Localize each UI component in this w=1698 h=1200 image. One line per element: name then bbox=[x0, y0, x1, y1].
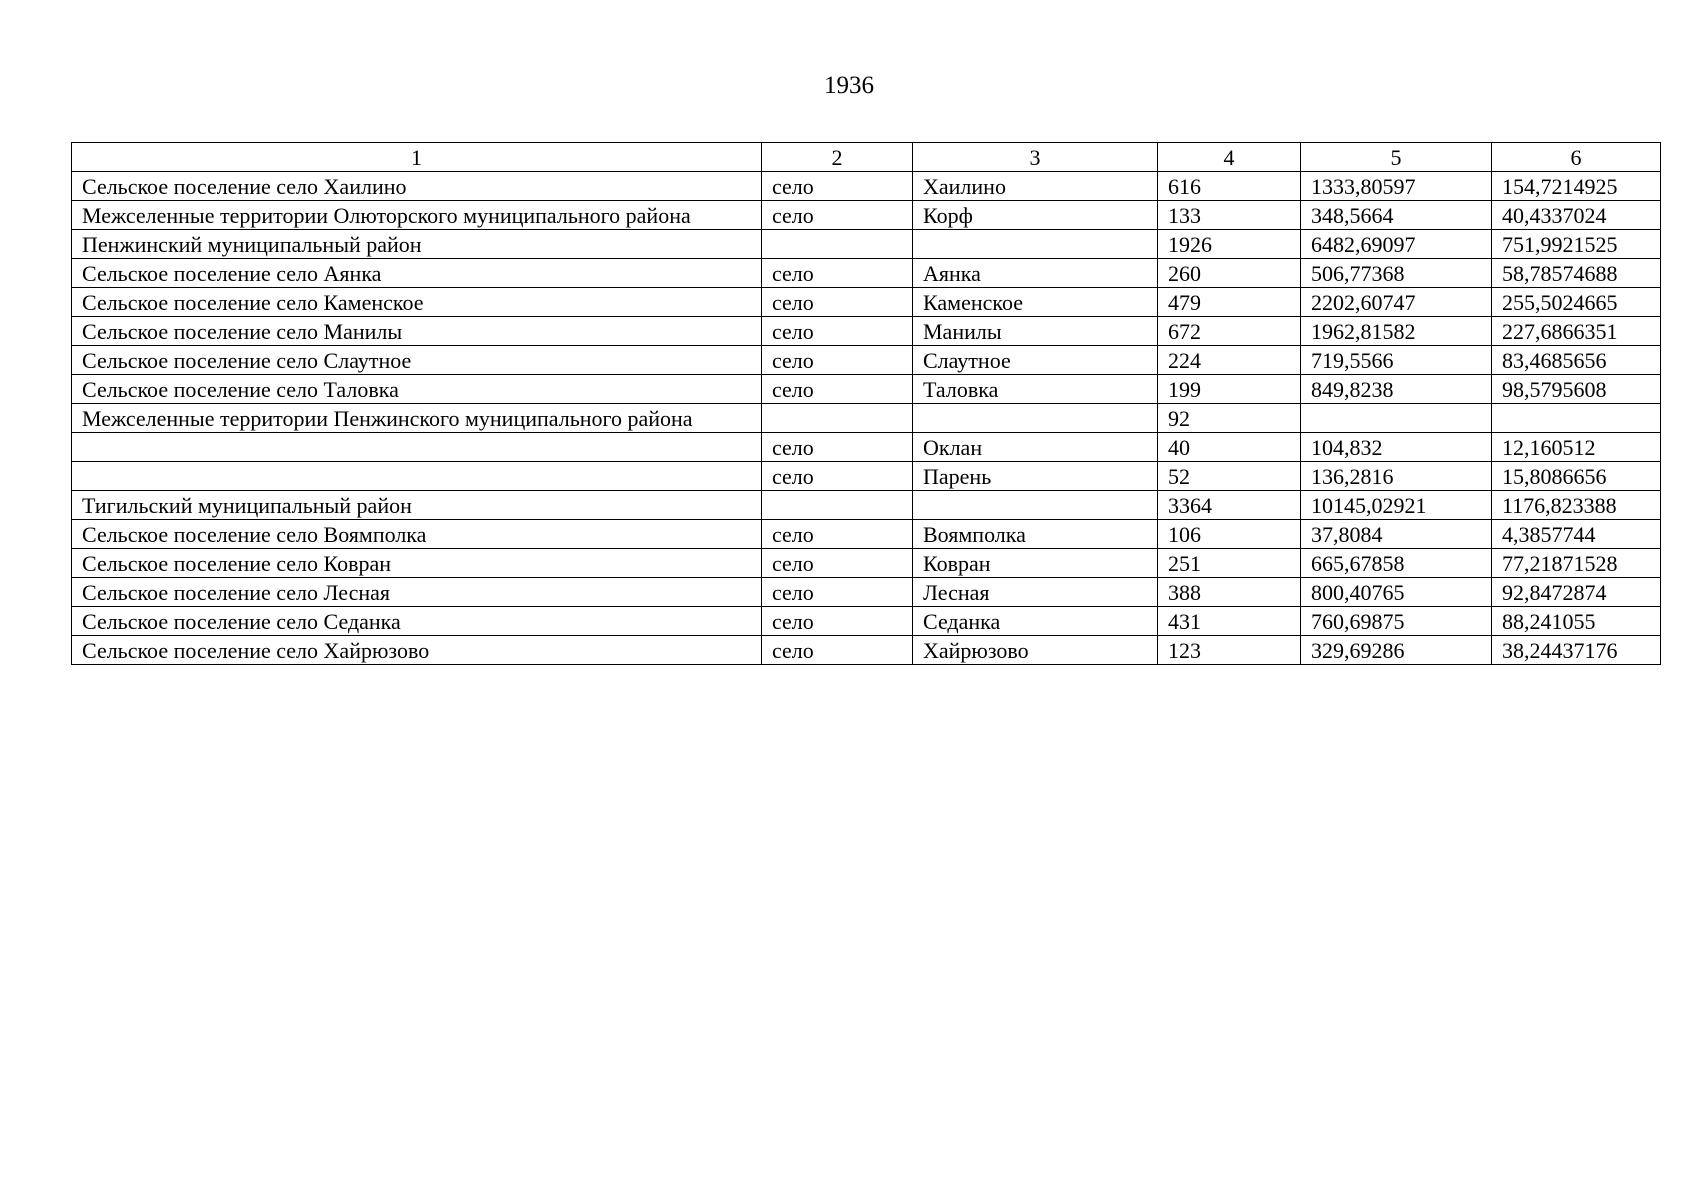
table-row bbox=[72, 346, 1661, 375]
col4-cell: 224 bbox=[1158, 346, 1301, 375]
col6-cell: 77,21871528 bbox=[1492, 549, 1661, 578]
territory-cell: Межселенные территории Олюторского муниципального района bbox=[72, 201, 762, 230]
col4-cell: 388 bbox=[1158, 578, 1301, 607]
territory-cell: Межселенные территории Пенжинского муниципального района bbox=[72, 404, 762, 433]
col4-cell: 52 bbox=[1158, 462, 1301, 491]
col6-cell: 1176,823388 bbox=[1492, 491, 1661, 520]
col6-cell: 227,6866351 bbox=[1492, 317, 1661, 346]
col4-cell: 672 bbox=[1158, 317, 1301, 346]
table-body bbox=[72, 172, 1661, 665]
settlement-cell: Таловка bbox=[913, 375, 1158, 404]
col4-cell: 260 bbox=[1158, 259, 1301, 288]
col5-cell: 800,40765 bbox=[1301, 578, 1492, 607]
page-number: 1936 bbox=[824, 72, 874, 99]
col5-cell: 665,67858 bbox=[1301, 549, 1492, 578]
territory-cell: Сельское поселение село Хайрюзово bbox=[72, 636, 762, 665]
table-row bbox=[72, 230, 1661, 259]
column-header-2: 2 bbox=[762, 143, 913, 172]
territory-cell: Тигильский муниципальный район bbox=[72, 491, 762, 520]
type-cell bbox=[762, 230, 913, 259]
col4-cell: 251 bbox=[1158, 549, 1301, 578]
territory-cell: Сельское поселение село Таловка bbox=[72, 375, 762, 404]
type-cell: село bbox=[762, 288, 913, 317]
table-row bbox=[72, 404, 1661, 433]
table-row bbox=[72, 259, 1661, 288]
col5-cell: 506,77368 bbox=[1301, 259, 1492, 288]
type-cell: село bbox=[762, 346, 913, 375]
table-row bbox=[72, 578, 1661, 607]
col5-cell bbox=[1301, 404, 1492, 433]
column-header-1: 1 bbox=[72, 143, 762, 172]
settlement-cell: Корф bbox=[913, 201, 1158, 230]
col6-cell bbox=[1492, 404, 1661, 433]
type-cell: село bbox=[762, 172, 913, 201]
settlement-cell: Каменское bbox=[913, 288, 1158, 317]
settlements-table bbox=[71, 142, 1661, 665]
territory-cell bbox=[72, 433, 762, 462]
col6-cell: 83,4685656 bbox=[1492, 346, 1661, 375]
col6-cell: 15,8086656 bbox=[1492, 462, 1661, 491]
col6-cell: 4,3857744 bbox=[1492, 520, 1661, 549]
settlement-cell: Парень bbox=[913, 462, 1158, 491]
col6-cell: 154,7214925 bbox=[1492, 172, 1661, 201]
col4-cell: 616 bbox=[1158, 172, 1301, 201]
territory-cell: Сельское поселение село Каменское bbox=[72, 288, 762, 317]
settlement-cell: Лесная bbox=[913, 578, 1158, 607]
table-row bbox=[72, 636, 1661, 665]
settlement-cell: Оклан bbox=[913, 433, 1158, 462]
settlement-cell: Аянка bbox=[913, 259, 1158, 288]
col5-cell: 2202,60747 bbox=[1301, 288, 1492, 317]
col5-cell: 136,2816 bbox=[1301, 462, 1492, 491]
col6-cell: 40,4337024 bbox=[1492, 201, 1661, 230]
type-cell: село bbox=[762, 462, 913, 491]
territory-cell bbox=[72, 462, 762, 491]
col6-cell: 88,241055 bbox=[1492, 607, 1661, 636]
type-cell: село bbox=[762, 636, 913, 665]
table-row bbox=[72, 288, 1661, 317]
col4-cell: 479 bbox=[1158, 288, 1301, 317]
table-row bbox=[72, 433, 1661, 462]
col4-cell: 92 bbox=[1158, 404, 1301, 433]
col4-cell: 431 bbox=[1158, 607, 1301, 636]
col5-cell: 1962,81582 bbox=[1301, 317, 1492, 346]
table-row bbox=[72, 491, 1661, 520]
col4-cell: 123 bbox=[1158, 636, 1301, 665]
column-header-5: 5 bbox=[1301, 143, 1492, 172]
col6-cell: 751,9921525 bbox=[1492, 230, 1661, 259]
col6-cell: 255,5024665 bbox=[1492, 288, 1661, 317]
col5-cell: 37,8084 bbox=[1301, 520, 1492, 549]
type-cell bbox=[762, 404, 913, 433]
col5-cell: 348,5664 bbox=[1301, 201, 1492, 230]
territory-cell: Пенжинский муниципальный район bbox=[72, 230, 762, 259]
settlement-cell bbox=[913, 230, 1158, 259]
territory-cell: Сельское поселение село Манилы bbox=[72, 317, 762, 346]
territory-cell: Сельское поселение село Слаутное bbox=[72, 346, 762, 375]
settlement-cell bbox=[913, 491, 1158, 520]
settlement-cell: Хайрюзово bbox=[913, 636, 1158, 665]
table-row bbox=[72, 375, 1661, 404]
col4-cell: 1926 bbox=[1158, 230, 1301, 259]
col5-cell: 849,8238 bbox=[1301, 375, 1492, 404]
settlement-cell: Манилы bbox=[913, 317, 1158, 346]
type-cell: село bbox=[762, 201, 913, 230]
col5-cell: 719,5566 bbox=[1301, 346, 1492, 375]
col4-cell: 106 bbox=[1158, 520, 1301, 549]
settlement-cell: Воямполка bbox=[913, 520, 1158, 549]
territory-cell: Сельское поселение село Хаилино bbox=[72, 172, 762, 201]
territory-cell: Сельское поселение село Воямполка bbox=[72, 520, 762, 549]
col6-cell: 92,8472874 bbox=[1492, 578, 1661, 607]
table-row bbox=[72, 549, 1661, 578]
type-cell bbox=[762, 491, 913, 520]
type-cell: село bbox=[762, 607, 913, 636]
col6-cell: 58,78574688 bbox=[1492, 259, 1661, 288]
table-row bbox=[72, 317, 1661, 346]
col4-cell: 133 bbox=[1158, 201, 1301, 230]
header-row bbox=[72, 143, 1661, 172]
territory-cell: Сельское поселение село Ковран bbox=[72, 549, 762, 578]
col6-cell: 12,160512 bbox=[1492, 433, 1661, 462]
type-cell: село bbox=[762, 375, 913, 404]
col5-cell: 760,69875 bbox=[1301, 607, 1492, 636]
type-cell: село bbox=[762, 520, 913, 549]
col4-cell: 199 bbox=[1158, 375, 1301, 404]
column-header-3: 3 bbox=[913, 143, 1158, 172]
type-cell: село bbox=[762, 433, 913, 462]
col5-cell: 1333,80597 bbox=[1301, 172, 1492, 201]
col5-cell: 104,832 bbox=[1301, 433, 1492, 462]
col4-cell: 40 bbox=[1158, 433, 1301, 462]
settlement-cell: Ковран bbox=[913, 549, 1158, 578]
settlement-cell: Хаилино bbox=[913, 172, 1158, 201]
settlement-cell: Седанка bbox=[913, 607, 1158, 636]
territory-cell: Сельское поселение село Аянка bbox=[72, 259, 762, 288]
col5-cell: 10145,02921 bbox=[1301, 491, 1492, 520]
table-row bbox=[72, 201, 1661, 230]
type-cell: село bbox=[762, 259, 913, 288]
territory-cell: Сельское поселение село Седанка bbox=[72, 607, 762, 636]
settlement-cell bbox=[913, 404, 1158, 433]
settlement-cell: Слаутное bbox=[913, 346, 1158, 375]
territory-cell: Сельское поселение село Лесная bbox=[72, 578, 762, 607]
col6-cell: 98,5795608 bbox=[1492, 375, 1661, 404]
col5-cell: 6482,69097 bbox=[1301, 230, 1492, 259]
col4-cell: 3364 bbox=[1158, 491, 1301, 520]
type-cell: село bbox=[762, 578, 913, 607]
column-header-6: 6 bbox=[1492, 143, 1661, 172]
table-row bbox=[72, 462, 1661, 491]
col5-cell: 329,69286 bbox=[1301, 636, 1492, 665]
table-row bbox=[72, 520, 1661, 549]
col6-cell: 38,24437176 bbox=[1492, 636, 1661, 665]
table-row bbox=[72, 172, 1661, 201]
type-cell: село bbox=[762, 549, 913, 578]
column-header-4: 4 bbox=[1158, 143, 1301, 172]
type-cell: село bbox=[762, 317, 913, 346]
table-row bbox=[72, 607, 1661, 636]
